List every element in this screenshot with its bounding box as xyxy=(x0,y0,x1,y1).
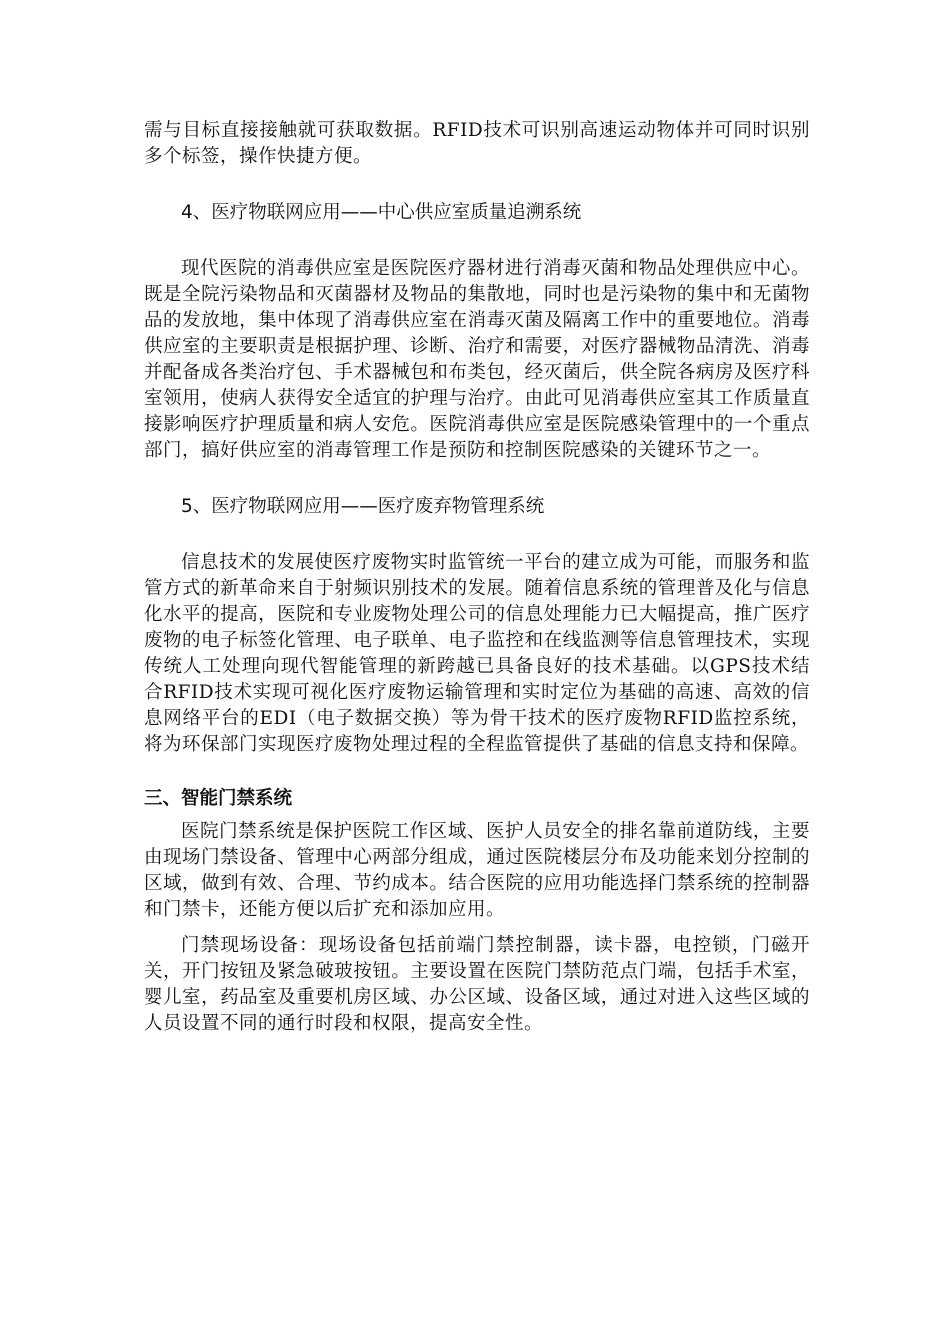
paragraph-access-control-overview: 医院门禁系统是保护医院工作区域、医护人员安全的排名靠前道防线，主要由现场门禁设备、管理中心两部分组成，通过医院楼层分布及功能来划分控制的区域，做到有效、合理、节约成本。结合医院的应用功能选择门禁系统的控制器和门禁卡，还能方便以后扩充和添加应用。 xyxy=(144,821,810,920)
subheading-central-supply-traceability: 4、医疗物联网应用——中心供应室质量追溯系统 xyxy=(181,202,582,223)
paragraph-central-supply: 现代医院的消毒供应室是医院医疗器材进行消毒灭菌和物品处理供应中心。既是全院污染物品和灭菌器材及物品的集散地，同时也是污染物的集中和无菌物品的发放地，集中体现了消毒供应室在消毒灭菌及隔离工作中的重要地位。消毒供应室的主要职责是根据护理、诊断、治疗和需要，对医疗器械物品清洗、消毒并配备成各类治疗包、手术器械包和布类包，经灭菌后，供全院各病房及医疗科室领用，使病人获得安全适宜的护理与治疗。由此可见消毒供应室其工作质量直接影响医疗护理质量和病人安危。医院消毒供应室是医院感染管理中的一个重点部门，搞好供应室的消毒管理工作是预防和控制医院感染的关键环节之一。 xyxy=(144,258,810,461)
paragraph-medical-waste: 信息技术的发展使医疗废物实时监管统一平台的建立成为可能，而服务和监管方式的新革命来自于射频识别技术的发展。随着信息系统的管理普及化与信息化水平的提高，医院和专业废物处理公司的信息处理能力已大幅提高，推广医疗废物的电子标签化管理、电子联单、电子监控和在线监测等信息管理技术，实现传统人工处理向现代智能管理的新跨越已具备良好的技术基础。以GPS技术结合RFID技术实现可视化医疗废物运输管理和实时定位为基础的高速、高效的信息网络平台的EDI（电子数据交换）等为骨干技术的医疗废物RFID监控系统，将为环保部门实现医疗废物处理过程的全程监管提供了基础的信息支持和保障。 xyxy=(144,552,810,755)
section-heading-access-control: 三、智能门禁系统 xyxy=(144,788,293,809)
subheading-medical-waste: 5、医疗物联网应用——医疗废弃物管理系统 xyxy=(181,496,545,517)
intro-paragraph: 需与目标直接接触就可获取数据。RFID技术可识别高速运动物体并可同时识别多个标签，操作快捷方便。 xyxy=(144,120,810,167)
document-page xyxy=(144,118,810,1037)
paragraph-access-control-devices: 门禁现场设备：现场设备包括前端门禁控制器，读卡器，电控锁，门磁开关，开门按钮及紧急破玻按钮。主要设置在医院门禁防范点门端，包括手术室，婴儿室，药品室及重要机房区域、办公区域、设备区域，通过对进入这些区域的人员设置不同的通行时段和权限，提高安全性。 xyxy=(144,935,810,1034)
